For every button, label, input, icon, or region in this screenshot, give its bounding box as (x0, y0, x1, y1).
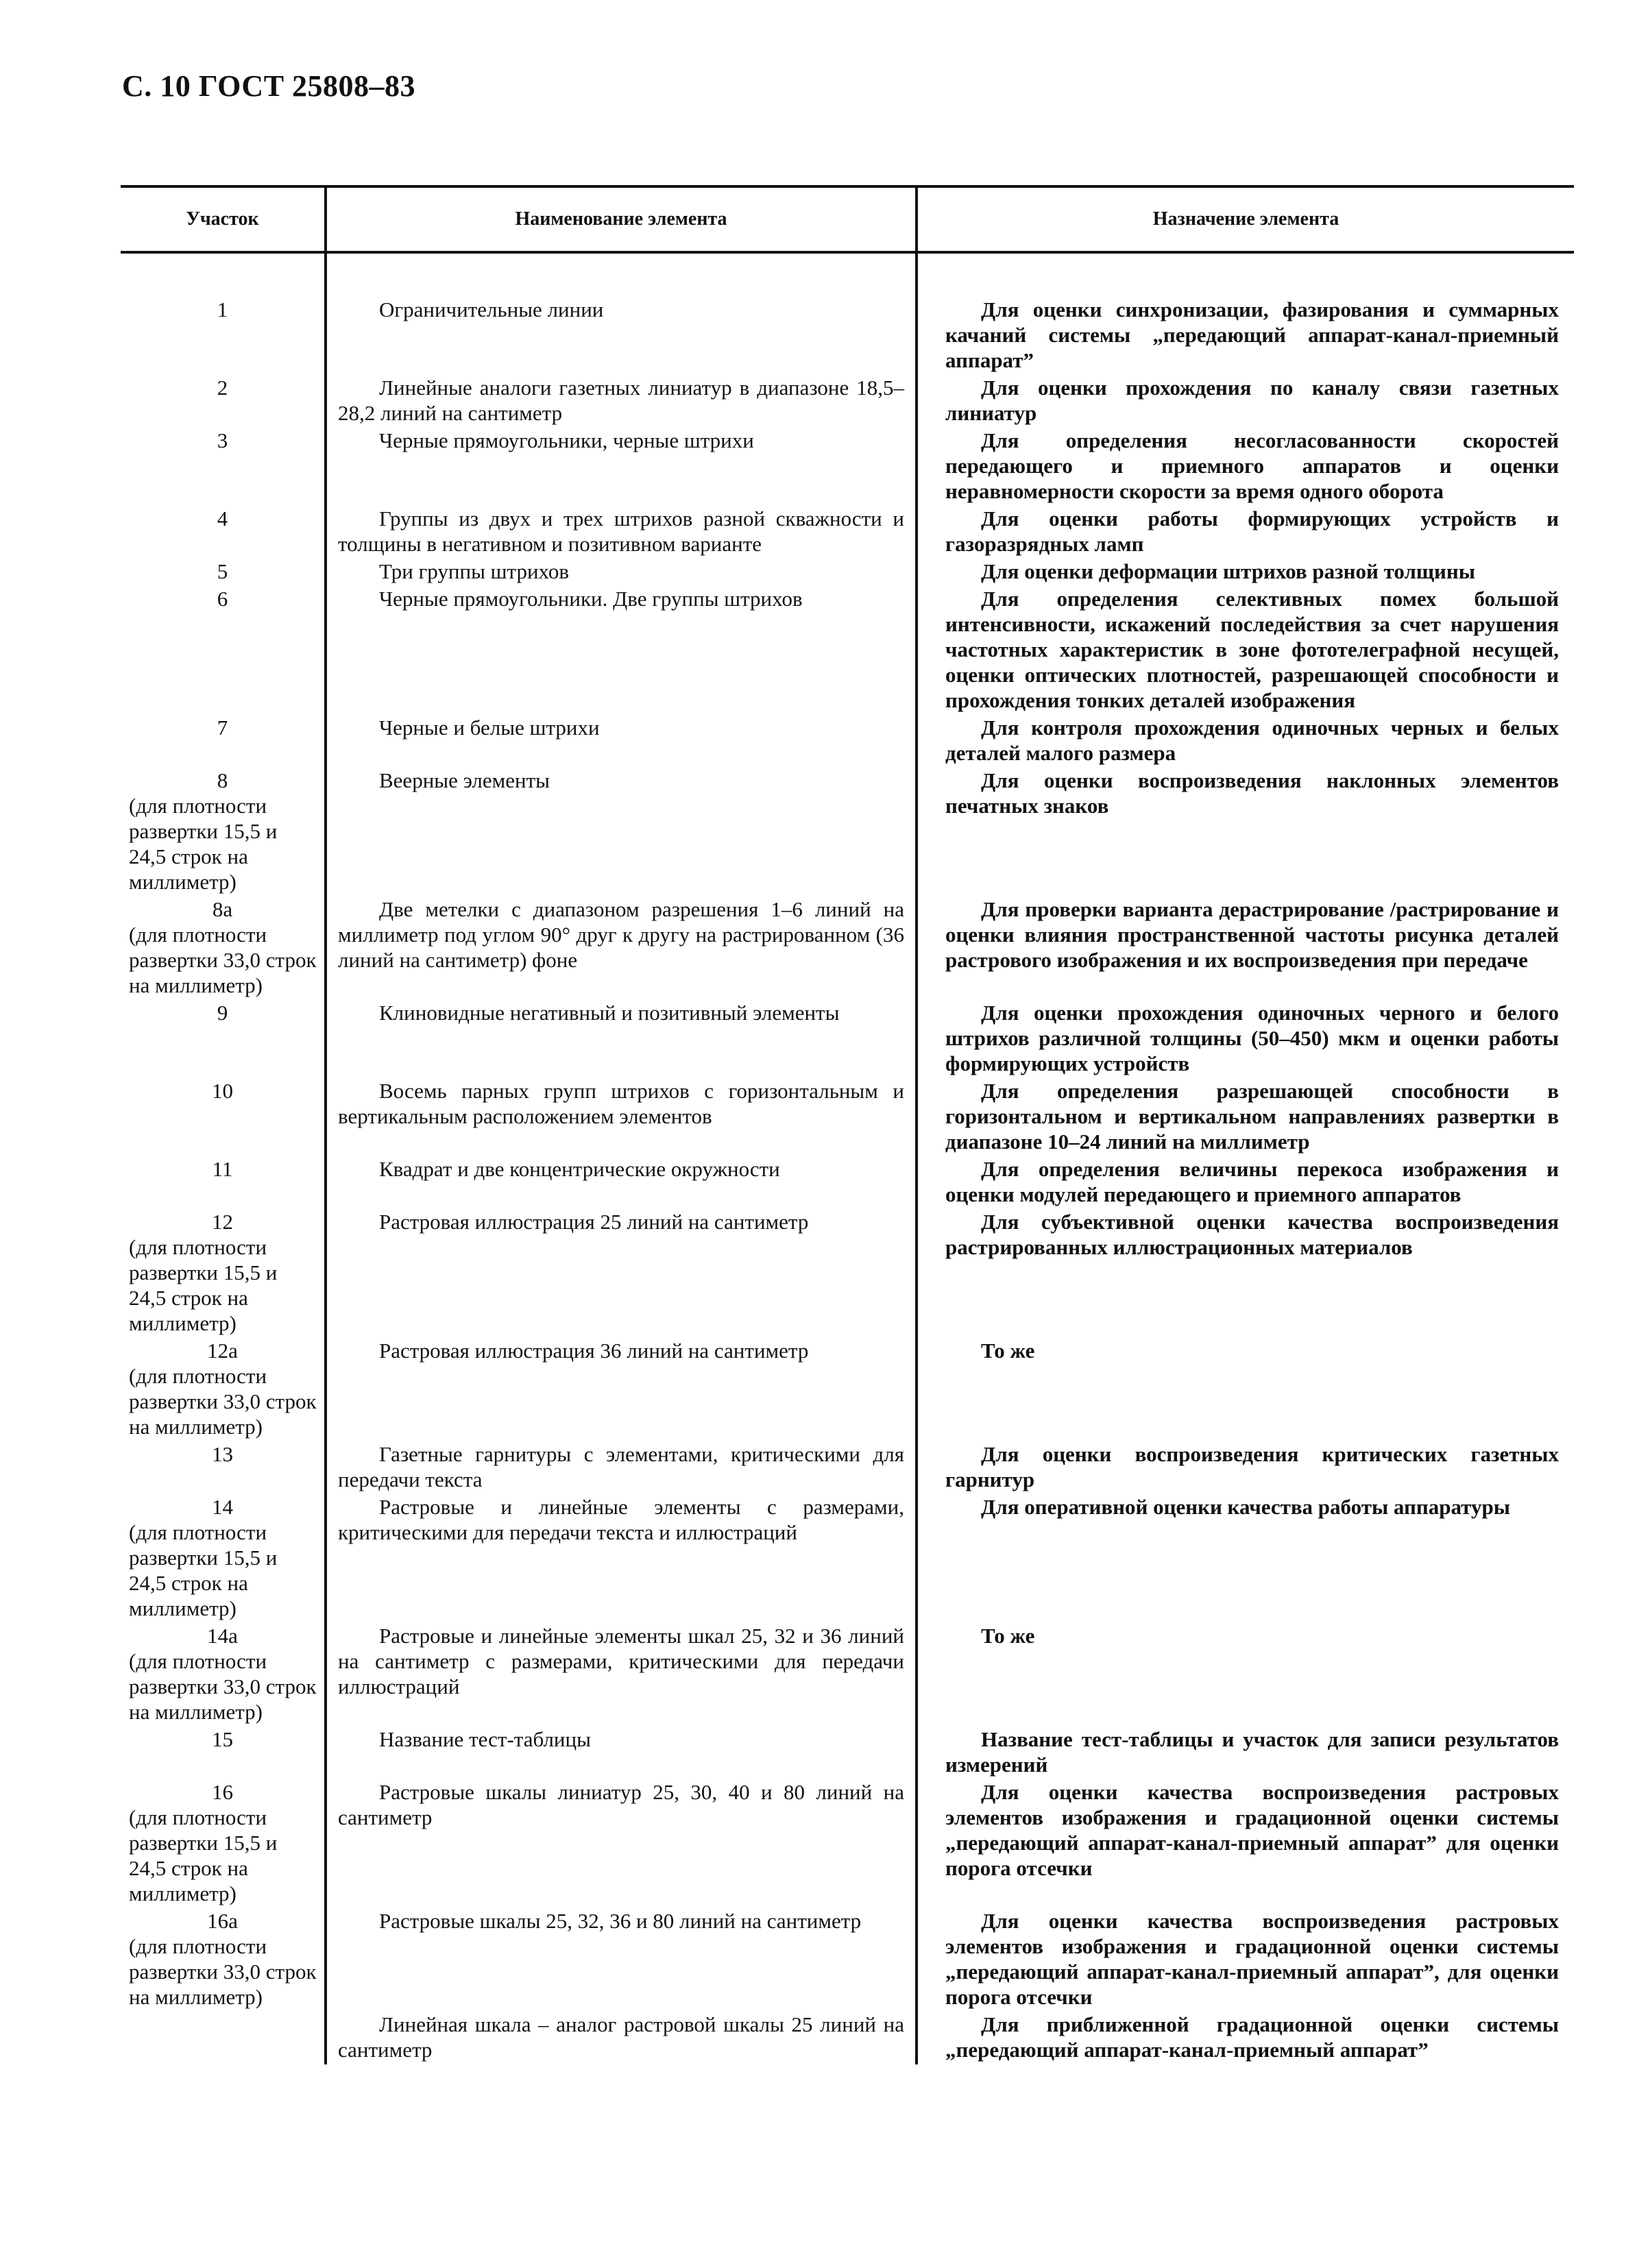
table-spacer-row (121, 252, 1574, 297)
element-name-cell: Растровые и линейные элементы с размерами, критическими для передачи текста и иллюстраций (326, 1494, 917, 1623)
column-header-element-name: Наименование элемента (326, 186, 917, 252)
table-header-row (121, 186, 1574, 252)
element-purpose-cell: Для субъективной оценки качества воспроизведения растрированных иллюстрационных материалов (917, 1209, 1574, 1338)
section-cell (121, 768, 326, 897)
element-purpose-cell: Для оценки работы формирующих устройств и газоразрядных ламп (917, 506, 1574, 559)
element-purpose-cell: Для оценки воспроизведения критических газетных гарнитур (917, 1441, 1574, 1494)
table-row (121, 1908, 1574, 2012)
section-cell (121, 715, 326, 768)
section-number: 7 (217, 716, 228, 740)
section-note: (для плотности развертки 33,0 строк на миллиметр) (129, 923, 317, 997)
element-purpose-cell: Название тест-таблицы и участок для записи результатов измерений (917, 1727, 1574, 1779)
table-row (121, 715, 1574, 768)
table-row (121, 1209, 1574, 1338)
element-name-cell: Черные прямоугольники. Две группы штрихов (326, 586, 917, 715)
element-purpose-cell: То же (917, 1338, 1574, 1441)
element-purpose-cell: То же (917, 1623, 1574, 1727)
table-row (121, 559, 1574, 586)
section-cell (121, 2012, 326, 2064)
element-name-cell: Растровая иллюстрация 36 линий на сантиметр (326, 1338, 917, 1441)
element-purpose-cell: Для определения селективных помех большой интенсивности, искажений последействия за счет нарушения частотных характеристик в зоне фототелеграфной несущей, оценки оптических плотностей, разрешающей способности и прохождения тонких деталей изображения (917, 586, 1574, 715)
section-note: (для плотности развертки 15,5 и 24,5 строк на миллиметр) (129, 1520, 278, 1620)
section-cell (121, 1338, 326, 1441)
element-purpose-cell: Для определения разрешающей способности в горизонтальном и вертикальном направлениях развертки в диапазоне 10–24 линий на миллиметр (917, 1078, 1574, 1156)
table-row (121, 2012, 1574, 2064)
element-purpose-cell: Для оценки качества воспроизведения растровых элементов изображения и градационной оценки системы „передающий аппарат-канал-приемный аппарат”, для оценки порога отсечки (917, 1908, 1574, 2012)
element-name-cell: Клиновидные негативный и позитивный элементы (326, 1000, 917, 1078)
section-cell (121, 1908, 326, 2012)
section-note: (для плотности развертки 33,0 строк на миллиметр) (129, 1364, 317, 1439)
section-cell (121, 1727, 326, 1779)
element-name-cell: Растровые и линейные элементы шкал 25, 32 и 36 линий на сантиметр с размерами, критическими для передачи иллюстраций (326, 1623, 917, 1727)
element-purpose-cell: Для приближенной градационной оценки системы „передающий аппарат-канал-приемный аппарат” (917, 2012, 1574, 2064)
section-number: 4 (217, 507, 228, 531)
section-number: 8а (212, 897, 233, 921)
element-purpose-cell: Для оценки качества воспроизведения растровых элементов изображения и градационной оценки системы „передающий аппарат-канал-приемный аппарат” для оценки порога отсечки (917, 1779, 1574, 1908)
section-cell (121, 375, 326, 428)
section-number: 14а (207, 1624, 238, 1648)
element-purpose-cell: Для контроля прохождения одиночных черных и белых деталей малого размера (917, 715, 1574, 768)
section-number: 9 (217, 1001, 228, 1025)
element-name-cell: Ограничительные линии (326, 297, 917, 375)
element-name-cell: Квадрат и две концентрические окружности (326, 1156, 917, 1209)
table-row (121, 1156, 1574, 1209)
spec-table-container (121, 185, 1574, 2064)
table-row (121, 506, 1574, 559)
element-name-cell: Растровая иллюстрация 25 линий на сантиметр (326, 1209, 917, 1338)
section-cell (121, 1441, 326, 1494)
table-row (121, 768, 1574, 897)
element-name-cell: Растровые шкалы 25, 32, 36 и 80 линий на сантиметр (326, 1908, 917, 2012)
element-name-cell: Восемь парных групп штрихов с горизонтальным и вертикальным расположением элементов (326, 1078, 917, 1156)
section-note: (для плотности развертки 33,0 строк на миллиметр) (129, 1649, 317, 1724)
element-name-cell: Две метелки с диапазоном разрешения 1–6 линий на миллиметр под углом 90° друг к другу на растрированном (36 линий на сантиметр) фоне (326, 897, 917, 1000)
section-cell (121, 1779, 326, 1908)
table-row (121, 1494, 1574, 1623)
table-row (121, 375, 1574, 428)
section-number: 2 (217, 376, 228, 400)
section-cell (121, 428, 326, 506)
section-number: 6 (217, 587, 228, 611)
table-row (121, 586, 1574, 715)
element-name-cell: Растровые шкалы линиатур 25, 30, 40 и 80 линий на сантиметр (326, 1779, 917, 1908)
table-row (121, 1779, 1574, 1908)
element-name-cell: Группы из двух и трех штрихов разной скважности и толщины в негативном и позитивном варианте (326, 506, 917, 559)
table-row (121, 1727, 1574, 1779)
element-name-cell: Линейная шкала – аналог растровой шкалы 25 линий на сантиметр (326, 2012, 917, 2064)
spacer-cell (917, 252, 1574, 297)
section-cell (121, 506, 326, 559)
element-purpose-cell: Для оценки синхронизации, фазирования и суммарных качаний системы „передающий аппарат-канал-приемный аппарат” (917, 297, 1574, 375)
element-name-cell: Газетные гарнитуры с элементами, критическими для передачи текста (326, 1441, 917, 1494)
section-cell (121, 1623, 326, 1727)
spacer-cell (326, 252, 917, 297)
section-cell (121, 297, 326, 375)
column-header-section: Участок (121, 186, 326, 252)
element-purpose-cell: Для оценки прохождения одиночных черного и белого штрихов различной толщины (50–450) мкм и оценки работы формирующих устройств (917, 1000, 1574, 1078)
section-cell (121, 1494, 326, 1623)
element-purpose-cell: Для определения несогласованности скоростей передающего и приемного аппаратов и оценки неравномерности скорости за время одного оборота (917, 428, 1574, 506)
table-row (121, 897, 1574, 1000)
column-header-element-purpose: Назначение элемента (917, 186, 1574, 252)
table-row (121, 1441, 1574, 1494)
section-number: 1 (217, 297, 228, 321)
section-cell (121, 897, 326, 1000)
section-number: 8 (217, 768, 228, 792)
section-cell (121, 1000, 326, 1078)
table-row (121, 1623, 1574, 1727)
element-name-cell: Название тест-таблицы (326, 1727, 917, 1779)
section-note: (для плотности развертки 15,5 и 24,5 строк на миллиметр) (129, 1805, 278, 1905)
table-row (121, 428, 1574, 506)
element-name-cell: Черные и белые штрихи (326, 715, 917, 768)
section-number: 15 (212, 1727, 233, 1751)
element-name-cell: Линейные аналоги газетных линиатур в диапазоне 18,5–28,2 линий на сантиметр (326, 375, 917, 428)
element-purpose-cell: Для проверки варианта дерастрирование /растрирование и оценки влияния пространственной частоты рисунка деталей растрового изображения и их воспроизведения при передаче (917, 897, 1574, 1000)
page-header: С. 10 ГОСТ 25808–83 (122, 69, 416, 103)
element-purpose-cell: Для определения величины перекоса изображения и оценки модулей передающего и приемного аппаратов (917, 1156, 1574, 1209)
section-number: 11 (212, 1157, 233, 1181)
spacer-cell (121, 252, 326, 297)
element-name-cell: Три группы штрихов (326, 559, 917, 586)
element-purpose-cell: Для оперативной оценки качества работы аппаратуры (917, 1494, 1574, 1623)
section-number: 5 (217, 559, 228, 583)
section-number: 14 (212, 1495, 233, 1519)
element-purpose-cell: Для оценки прохождения по каналу связи газетных линиатур (917, 375, 1574, 428)
section-number: 13 (212, 1442, 233, 1466)
section-note: (для плотности развертки 15,5 и 24,5 строк на миллиметр) (129, 1235, 278, 1335)
section-note: (для плотности развертки 15,5 и 24,5 строк на миллиметр) (129, 794, 278, 894)
section-number: 12а (207, 1339, 238, 1363)
element-name-cell: Черные прямоугольники, черные штрихи (326, 428, 917, 506)
section-cell (121, 1078, 326, 1156)
section-cell (121, 1156, 326, 1209)
table-row (121, 1338, 1574, 1441)
element-purpose-cell: Для оценки воспроизведения наклонных элементов печатных знаков (917, 768, 1574, 897)
section-note: (для плотности развертки 33,0 строк на миллиметр) (129, 1934, 317, 2009)
section-number: 12 (212, 1210, 233, 1234)
section-number: 10 (212, 1079, 233, 1103)
element-name-cell: Веерные элементы (326, 768, 917, 897)
section-number: 16а (207, 1909, 238, 1933)
section-cell (121, 586, 326, 715)
section-cell (121, 559, 326, 586)
section-cell (121, 1209, 326, 1338)
table-row (121, 1078, 1574, 1156)
section-number: 3 (217, 428, 228, 452)
spec-table (121, 185, 1574, 2064)
table-row (121, 1000, 1574, 1078)
table-row (121, 297, 1574, 375)
section-number: 16 (212, 1780, 233, 1804)
element-purpose-cell: Для оценки деформации штрихов разной толщины (917, 559, 1574, 586)
